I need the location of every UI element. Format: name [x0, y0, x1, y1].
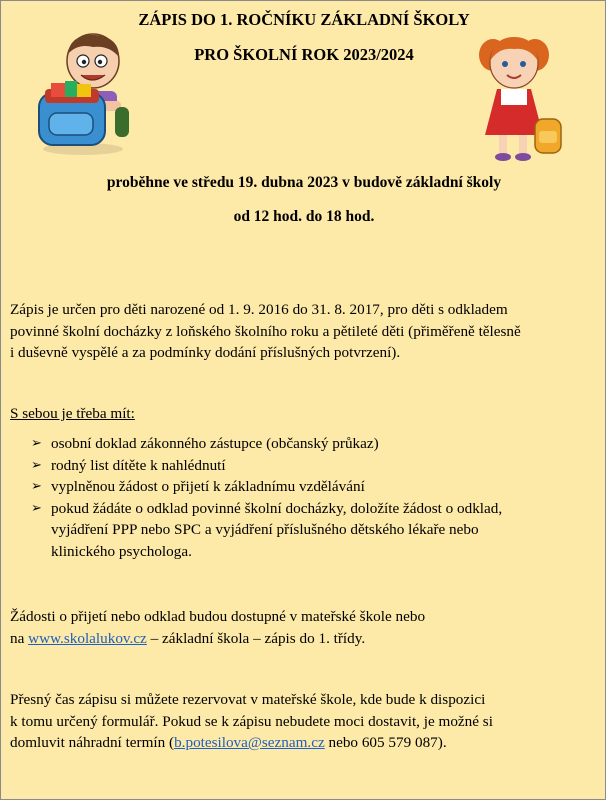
- forms-paragraph: [10, 606, 600, 649]
- text-line: domluvit náhradní termín (b.potesilova@seznam.cz nebo 605 579 087).: [10, 734, 447, 751]
- text-line: k tomu určený formulář. Pokud se k zápisu nebudete moci dostavit, je možné si: [10, 712, 493, 730]
- arrowhead-bullet-icon: ➢: [31, 436, 42, 451]
- text-line: Přesný čas zápisu si můžete rezervovat v mateřské škole, kde bude k dispozici: [10, 691, 486, 708]
- eligibility-paragraph: [10, 299, 600, 364]
- list-item: ➢ vyplněnou žádost o přijetí k základnímu vzdělávání: [31, 476, 591, 498]
- schoolboy-illustration: [31, 31, 135, 161]
- bring-list: [31, 433, 591, 562]
- page-title: ZÁPIS DO 1. ROČNÍKU ZÁKLADNÍ ŠKOLY: [138, 10, 470, 29]
- time-line: od 12 hod. do 18 hod.: [233, 208, 375, 225]
- email-link[interactable]: b.potesilova@seznam.cz: [174, 734, 325, 751]
- list-item: ➢ osobní doklad zákonného zástupce (občanský průkaz): [31, 433, 591, 455]
- list-item: ➢ pokud žádáte o odklad povinné školní docházky, doložíte žádost o odklad, vyjádření PPP nebo SPC a vyjádření příslušného dětského lékaře nebo klinického psychologa.: [31, 499, 503, 560]
- text-line: Zápis je určen pro děti narozené od 1. 9. 2016 do 31. 8. 2017, pro děti s odkladem: [10, 301, 508, 318]
- reservation-paragraph: [10, 689, 600, 754]
- date-place-line: proběhne ve středu 19. dubna 2023 v budově základní školy: [106, 174, 502, 191]
- text-line: na www.skolalukov.cz – základní škola – zápis do 1. třídy.: [10, 629, 366, 647]
- arrowhead-bullet-icon: ➢: [31, 500, 42, 516]
- text-line: povinné školní docházky z loňského školního roku a pětileté děti (přiměřeně tělesně: [10, 322, 521, 340]
- arrowhead-bullet-icon: ➢: [31, 479, 42, 494]
- page-title-line-2: PRO ŠKOLNÍ ROK 2023/2024: [194, 45, 414, 64]
- school-website-link[interactable]: www.skolalukov.cz: [28, 629, 147, 647]
- text-line: Žádosti o přijetí nebo odklad budou dostupné v mateřské škole nebo: [10, 608, 426, 625]
- list-item: ➢ rodný list dítěte k nahlédnutí: [31, 455, 591, 477]
- schoolgirl-illustration: [459, 31, 563, 165]
- arrowhead-bullet-icon: ➢: [31, 457, 42, 473]
- text-line: i duševně vyspělé a za podmínky dodání příslušných potvrzení).: [10, 344, 401, 361]
- bring-heading: S sebou je třeba mít:: [10, 405, 135, 422]
